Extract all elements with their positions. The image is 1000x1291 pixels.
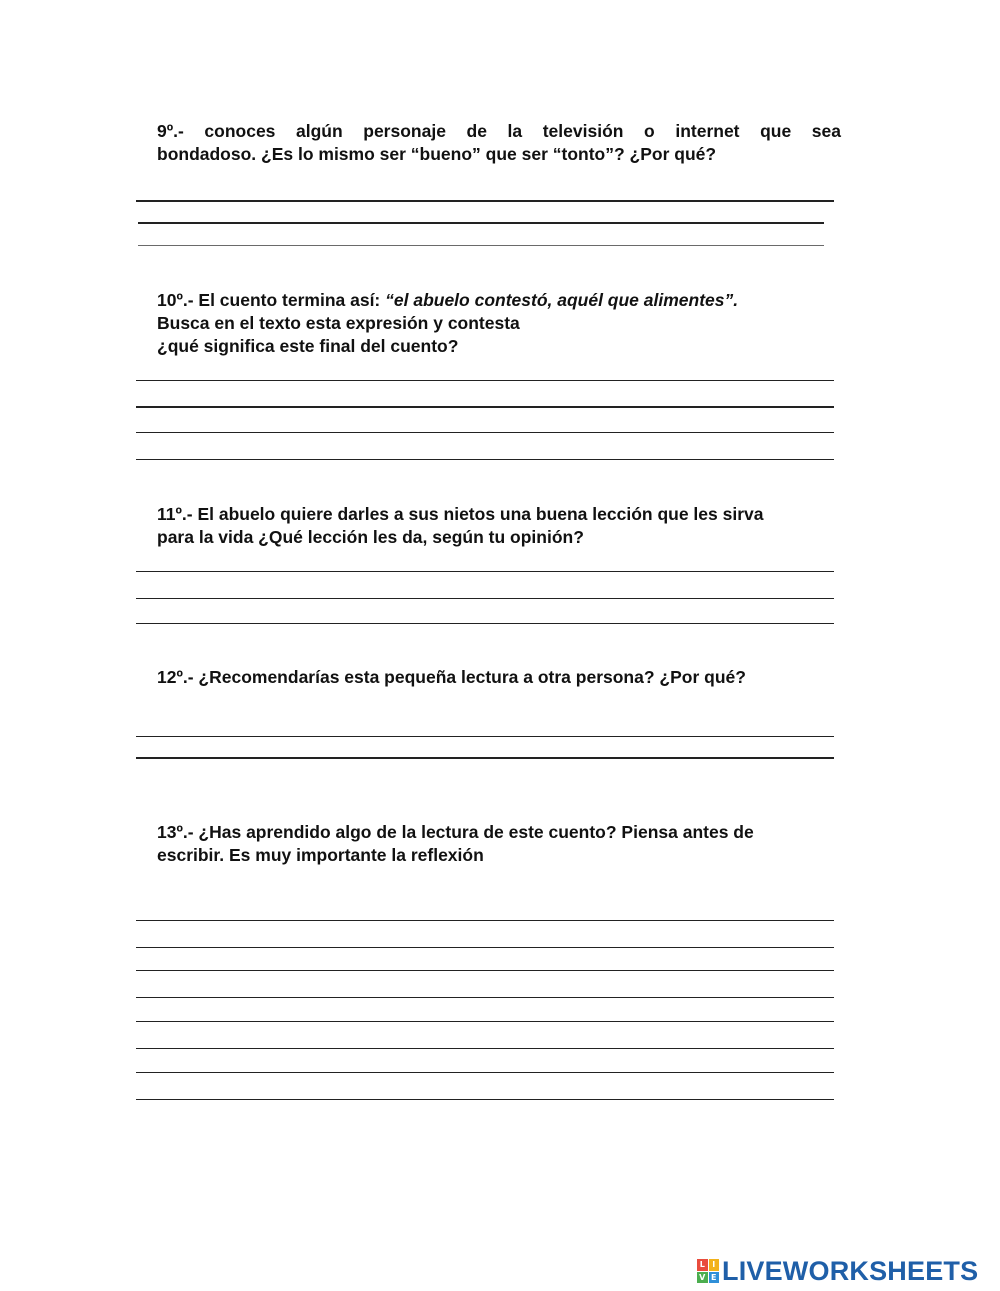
question-11 [157,503,841,549]
answer-line-13-7[interactable] [136,1072,834,1073]
answer-line-9-3[interactable] [138,245,824,246]
answer-line-9-1[interactable] [136,200,834,202]
question-10-line-2: Busca en el texto esta expresión y contesta [157,313,520,333]
question-12 [157,666,841,689]
answer-line-13-4[interactable] [136,997,834,998]
answer-line-13-5[interactable] [136,1021,834,1022]
answer-line-10-4[interactable] [136,459,834,460]
question-10-line-3: ¿qué significa este final del cuento? [157,336,459,356]
logo-letter-i: I [709,1259,720,1271]
question-9-line-2: bondadoso. ¿Es lo mismo ser “bueno” que ser “tonto”? ¿Por qué? [157,144,717,164]
answer-line-11-2[interactable] [136,598,834,599]
answer-line-11-3[interactable] [136,623,834,624]
answer-line-9-2[interactable] [138,222,824,224]
question-10-quote: “el abuelo contestó, aquél que alimentes”. [385,290,739,310]
logo-letter-v: V [697,1272,708,1284]
answer-line-12-2[interactable] [136,757,834,759]
answer-line-13-6[interactable] [136,1048,834,1049]
question-9 [157,120,841,166]
question-11-line-2: para la vida ¿Qué lección les da, según tu opinión? [157,527,584,547]
answer-line-10-1[interactable] [136,380,834,381]
answer-line-12-1[interactable] [136,736,834,737]
answer-line-13-8[interactable] [136,1099,834,1100]
liveworksheets-wordmark: LIVEWORKSHEETS [722,1256,979,1286]
liveworksheets-logo [697,1258,978,1284]
logo-letter-e: E [709,1272,720,1284]
question-13 [157,821,841,867]
question-13-line-2: escribir. Es muy importante la reflexión [157,845,484,865]
logo-letter-l: L [697,1259,708,1271]
question-10-line-1 [157,289,841,312]
answer-line-13-2[interactable] [136,947,834,948]
question-13-line-1: 13º.- ¿Has aprendido algo de la lectura de este cuento? Piensa antes de [157,822,754,842]
question-11-line-1: 11º.- El abuelo quiere darles a sus nietos una buena lección que les sirva [157,504,764,524]
answer-line-13-3[interactable] [136,970,834,971]
liveworksheets-logo-icon [697,1259,719,1283]
answer-line-13-1[interactable] [136,920,834,921]
answer-line-11-1[interactable] [136,571,834,572]
question-12-line-1: 12º.- ¿Recomendarías esta pequeña lectura a otra persona? ¿Por qué? [157,667,746,687]
answer-line-10-2[interactable] [136,406,834,408]
question-10 [157,289,841,358]
question-10-prefix: 10º.- El cuento termina así: [157,290,386,310]
answer-line-10-3[interactable] [136,432,834,433]
question-9-line-1: 9º.- conoces algún personaje de la televisión o internet que sea [157,121,841,141]
